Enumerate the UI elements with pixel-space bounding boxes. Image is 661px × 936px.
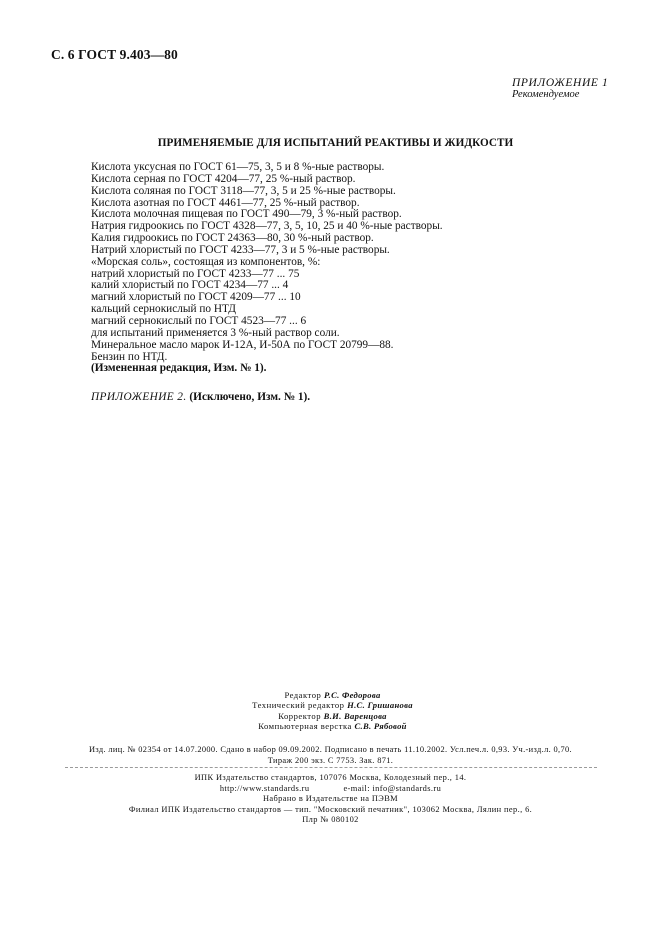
list-item: кальций сернокислый по НТД	[91, 303, 236, 316]
list-item: натрий хлористый по ГОСТ 4233—77 ... 75	[91, 267, 300, 280]
license-number: Плр № 080102	[302, 815, 359, 825]
credit-name: В.И. Варенцова	[323, 710, 387, 721]
credit-role: Технический редактор	[252, 700, 345, 711]
email-link[interactable]: e-mail: info@standards.ru	[343, 783, 442, 793]
list-item: Минеральное масло марок И-12А, И-50А по ГОСТ 20799—88.	[91, 338, 394, 351]
dashed-separator	[65, 767, 597, 768]
list-item: Кислота молочная пищевая по ГОСТ 490—79, 3 %-ный раствор.	[91, 208, 402, 221]
list-item: для испытаний применяется 3 %-ный раствор соли.	[91, 326, 340, 339]
section-title: ПРИМЕНЯЕМЫЕ ДЛЯ ИСПЫТАНИЙ РЕАКТИВЫ И ЖИДКОСТИ	[157, 137, 514, 149]
list-item: Кислота серная по ГОСТ 4204—77, 25 %-ный раствор.	[91, 172, 356, 185]
reagent-list	[91, 162, 443, 375]
list-item: Кислота соляная по ГОСТ 3118—77, 3, 5 и 25 %-ные растворы.	[91, 184, 396, 197]
website-link[interactable]: http://www.standards.ru	[219, 783, 310, 793]
publisher-address: ИПК Издательство стандартов, 107076 Москва, Колодезный пер., 14.	[194, 773, 467, 782]
publisher-contacts	[0, 784, 661, 795]
credit-line	[4, 690, 661, 700]
appendix-1-status: Рекомендуемое	[512, 89, 580, 100]
credit-name: Р.С. Федорова	[323, 690, 381, 700]
print-imprint	[0, 744, 661, 766]
credit-role: Редактор	[284, 690, 322, 700]
appendix-2-label: ПРИЛОЖЕНИЕ 2.	[91, 391, 187, 403]
printer-branch: Филиал ИПК Издательство стандартов — тип. "Московский печатник", 103062 Москва, Лялин пер., 6.	[128, 804, 533, 814]
imprint-line-2: Тираж 200 экз. С 7753. Зак. 871.	[267, 756, 394, 765]
list-item: Натрий хлористый по ГОСТ 4233—77, 3 и 5 %-ные растворы.	[91, 243, 390, 256]
imprint-line-1: Изд. лиц. № 02354 от 14.07.2000. Сдано в набор 09.09.2002. Подписано в печать 11.10.2002. Усл.печ.л. 0,93. Уч.-изд.л. 0,70.	[89, 745, 572, 754]
list-item: Кислота уксусная по ГОСТ 61—75, 3, 5 и 8 %-ные растворы.	[91, 161, 385, 173]
credit-line	[4, 721, 661, 731]
appendix-1-label: ПРИЛОЖЕНИЕ 1	[512, 77, 609, 89]
page-header: С. 6 ГОСТ 9.403—80	[51, 47, 178, 62]
typeset-note: Набрано в Издательстве на ПЭВМ	[262, 794, 399, 804]
appendix-1-heading	[512, 77, 608, 101]
credit-name: С.В. Рябовой	[354, 721, 407, 732]
list-item: «Морская соль», состоящая из компонентов, %:	[91, 255, 321, 268]
list-item: Калия гидроокись по ГОСТ 24363—80, 30 %-ный раствор.	[91, 232, 374, 245]
amendment-note: (Измененная редакция, Изм. № 1).	[91, 362, 267, 375]
credit-line	[4, 711, 661, 721]
credit-line	[4, 700, 661, 710]
appendix-2-note: (Исключено, Изм. № 1).	[189, 391, 311, 403]
list-item: магний сернокислый по ГОСТ 4523—77 ... 6	[91, 314, 307, 327]
credit-role: Компьютерная верстка	[258, 721, 352, 732]
credit-role: Корректор	[278, 710, 321, 721]
list-item: Натрия гидроокись по ГОСТ 4328—77, 3, 5, 10, 25 и 40 %-ные растворы.	[91, 220, 443, 233]
list-item: Кислота азотная по ГОСТ 4461—77, 25 %-ный раствор.	[91, 196, 360, 209]
editorial-credits	[0, 690, 661, 732]
list-item: Бензин по НТД.	[91, 350, 168, 363]
appendix-2-line	[91, 391, 310, 403]
list-item: калий хлористый по ГОСТ 4234—77 ... 4	[91, 279, 289, 292]
list-item: магний хлористый по ГОСТ 4209—77 ... 10	[91, 291, 301, 304]
credit-name: Н.С. Гришанова	[347, 700, 413, 711]
publisher-info	[0, 773, 661, 826]
